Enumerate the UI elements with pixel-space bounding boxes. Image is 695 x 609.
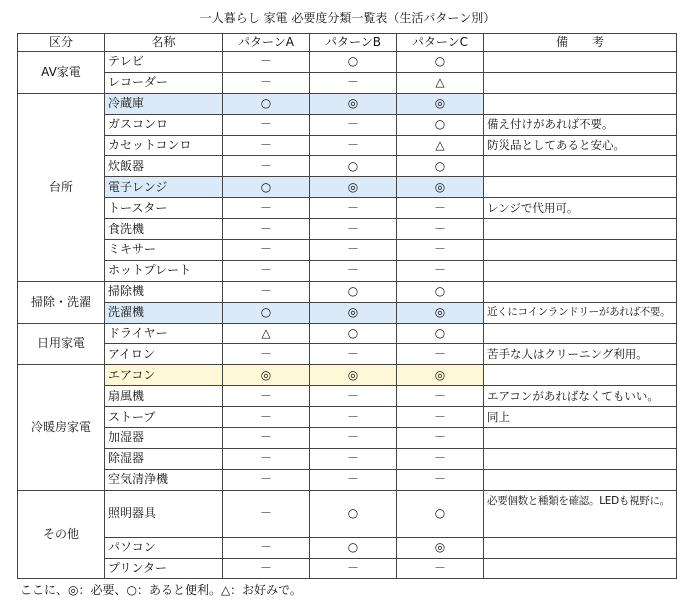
pattern-a-mark: － xyxy=(223,407,310,428)
table-row xyxy=(18,490,677,537)
category-cell: 掃除・洗濯 xyxy=(18,281,105,323)
header-pattern-c: パターンC xyxy=(397,34,484,52)
pattern-c-mark: － xyxy=(397,260,484,281)
appliance-name: ドライヤー xyxy=(105,323,223,344)
pattern-c-mark: ◎ xyxy=(397,365,484,386)
table-row xyxy=(18,114,677,135)
header-pattern-a: パターンA xyxy=(223,34,310,52)
pattern-c-mark: － xyxy=(397,428,484,449)
pattern-a-mark: － xyxy=(223,240,310,261)
category-cell: AV家電 xyxy=(18,52,105,94)
legend-footer: ここに、◎：必要、○：あると便利。△：お好みで。 xyxy=(20,583,302,597)
table-row xyxy=(18,219,677,240)
note-cell xyxy=(484,469,677,490)
pattern-c-mark: ◎ xyxy=(397,302,484,323)
appliance-table xyxy=(17,33,677,579)
table-row xyxy=(18,469,677,490)
table-row xyxy=(18,198,677,219)
pattern-a-mark: － xyxy=(223,537,310,558)
pattern-a-mark: － xyxy=(223,260,310,281)
pattern-c-mark: ○ xyxy=(397,490,484,537)
appliance-name: 扇風機 xyxy=(105,386,223,407)
appliance-name: テレビ xyxy=(105,52,223,73)
pattern-b-mark: － xyxy=(310,135,397,156)
pattern-a-mark: － xyxy=(223,386,310,407)
pattern-a-mark: ○ xyxy=(223,93,310,114)
pattern-b-mark: － xyxy=(310,260,397,281)
pattern-a-mark: － xyxy=(223,448,310,469)
table-row xyxy=(18,156,677,177)
pattern-c-mark: ○ xyxy=(397,156,484,177)
pattern-a-mark: － xyxy=(223,52,310,73)
table-row xyxy=(18,260,677,281)
pattern-a-mark: － xyxy=(223,281,310,302)
pattern-b-mark: ○ xyxy=(310,537,397,558)
note-cell xyxy=(484,365,677,386)
appliance-name: ミキサー xyxy=(105,240,223,261)
pattern-b-mark: － xyxy=(310,114,397,135)
note-cell: 同上 xyxy=(484,407,677,428)
pattern-a-mark: － xyxy=(223,428,310,449)
pattern-a-mark: ○ xyxy=(223,302,310,323)
pattern-b-mark: － xyxy=(310,407,397,428)
note-cell xyxy=(484,558,677,579)
table-row xyxy=(18,72,677,93)
note-cell: 必要個数と種類を確認。LEDも視野に。 xyxy=(484,490,677,537)
appliance-name: アイロン xyxy=(105,344,223,365)
note-cell: 備え付けがあれば不要。 xyxy=(484,114,677,135)
table-row xyxy=(18,448,677,469)
pattern-b-mark: － xyxy=(310,344,397,365)
note-cell: 苦手な人はクリーニング利用。 xyxy=(484,344,677,365)
table-row xyxy=(18,365,677,386)
category-cell: 冷暖房家電 xyxy=(18,365,105,490)
note-cell xyxy=(484,52,677,73)
appliance-name: カセットコンロ xyxy=(105,135,223,156)
pattern-b-mark: ○ xyxy=(310,281,397,302)
pattern-c-mark: － xyxy=(397,219,484,240)
pattern-a-mark: △ xyxy=(223,323,310,344)
pattern-c-mark: ○ xyxy=(397,281,484,302)
pattern-c-mark: ◎ xyxy=(397,537,484,558)
appliance-name: 除湿器 xyxy=(105,448,223,469)
pattern-b-mark: ◎ xyxy=(310,302,397,323)
note-cell xyxy=(484,240,677,261)
category-cell: 日用家電 xyxy=(18,323,105,365)
pattern-b-mark: － xyxy=(310,386,397,407)
pattern-b-mark: － xyxy=(310,240,397,261)
table-row xyxy=(18,281,677,302)
pattern-c-mark: △ xyxy=(397,72,484,93)
table-row xyxy=(18,407,677,428)
appliance-name: 加湿器 xyxy=(105,428,223,449)
pattern-b-mark: ◎ xyxy=(310,365,397,386)
pattern-c-mark: － xyxy=(397,386,484,407)
pattern-c-mark: △ xyxy=(397,135,484,156)
pattern-a-mark: － xyxy=(223,344,310,365)
note-cell: エアコンがあればなくてもいい。 xyxy=(484,386,677,407)
header-name: 名称 xyxy=(105,34,223,52)
header-row xyxy=(18,34,677,52)
pattern-b-mark: ○ xyxy=(310,490,397,537)
appliance-name: ストーブ xyxy=(105,407,223,428)
appliance-name: プリンター xyxy=(105,558,223,579)
pattern-c-mark: － xyxy=(397,240,484,261)
pattern-a-mark: － xyxy=(223,469,310,490)
table-row xyxy=(18,323,677,344)
appliance-name: 空気清浄機 xyxy=(105,469,223,490)
pattern-a-mark: － xyxy=(223,135,310,156)
pattern-a-mark: － xyxy=(223,219,310,240)
pattern-b-mark: － xyxy=(310,448,397,469)
table-row xyxy=(18,240,677,261)
table-row xyxy=(18,537,677,558)
note-cell xyxy=(484,93,677,114)
note-cell xyxy=(484,281,677,302)
table-row xyxy=(18,52,677,73)
table-row xyxy=(18,93,677,114)
header-pattern-b: パターンB xyxy=(310,34,397,52)
pattern-a-mark: － xyxy=(223,156,310,177)
note-cell: 近くにコインランドリーがあれば不要。 xyxy=(484,302,677,323)
pattern-b-mark: － xyxy=(310,558,397,579)
table-row xyxy=(18,302,677,323)
appliance-name: トースター xyxy=(105,198,223,219)
pattern-a-mark: － xyxy=(223,72,310,93)
pattern-b-mark: ◎ xyxy=(310,177,397,198)
pattern-c-mark: ○ xyxy=(397,323,484,344)
pattern-c-mark: － xyxy=(397,198,484,219)
note-cell: レンジで代用可。 xyxy=(484,198,677,219)
pattern-a-mark: ○ xyxy=(223,177,310,198)
note-cell xyxy=(484,260,677,281)
note-cell xyxy=(484,156,677,177)
table-row xyxy=(18,344,677,365)
appliance-name: 炊飯器 xyxy=(105,156,223,177)
pattern-c-mark: ◎ xyxy=(397,93,484,114)
table-row xyxy=(18,135,677,156)
note-cell xyxy=(484,219,677,240)
pattern-b-mark: － xyxy=(310,219,397,240)
appliance-name: ガスコンロ xyxy=(105,114,223,135)
note-cell xyxy=(484,428,677,449)
pattern-c-mark: － xyxy=(397,344,484,365)
note-cell xyxy=(484,323,677,344)
category-cell: その他 xyxy=(18,490,105,579)
appliance-name: パソコン xyxy=(105,537,223,558)
table-row xyxy=(18,386,677,407)
appliance-name: レコーダー xyxy=(105,72,223,93)
appliance-name: 冷蔵庫 xyxy=(105,93,223,114)
pattern-b-mark: － xyxy=(310,198,397,219)
pattern-c-mark: － xyxy=(397,469,484,490)
note-cell xyxy=(484,448,677,469)
table-row xyxy=(18,428,677,449)
table-row xyxy=(18,558,677,579)
pattern-b-mark: ○ xyxy=(310,52,397,73)
table-row xyxy=(18,177,677,198)
pattern-b-mark: － xyxy=(310,428,397,449)
pattern-a-mark: － xyxy=(223,490,310,537)
pattern-a-mark: － xyxy=(223,198,310,219)
pattern-a-mark: － xyxy=(223,114,310,135)
note-cell: 防災品としてあると安心。 xyxy=(484,135,677,156)
appliance-name: 掃除機 xyxy=(105,281,223,302)
pattern-b-mark: ○ xyxy=(310,323,397,344)
note-cell xyxy=(484,537,677,558)
pattern-c-mark: ○ xyxy=(397,114,484,135)
appliance-name: 洗濯機 xyxy=(105,302,223,323)
pattern-a-mark: ◎ xyxy=(223,365,310,386)
appliance-name: 照明器具 xyxy=(105,490,223,537)
appliance-name: 食洗機 xyxy=(105,219,223,240)
appliance-name: 電子レンジ xyxy=(105,177,223,198)
pattern-b-mark: ◎ xyxy=(310,93,397,114)
header-category: 区分 xyxy=(18,34,105,52)
appliance-name: エアコン xyxy=(105,365,223,386)
note-cell xyxy=(484,72,677,93)
note-cell xyxy=(484,177,677,198)
pattern-c-mark: － xyxy=(397,448,484,469)
appliance-name: ホットプレート xyxy=(105,260,223,281)
pattern-b-mark: － xyxy=(310,72,397,93)
pattern-c-mark: ○ xyxy=(397,52,484,73)
pattern-b-mark: － xyxy=(310,469,397,490)
pattern-b-mark: ○ xyxy=(310,156,397,177)
header-notes: 備 考 xyxy=(484,34,677,52)
page-title: 一人暮らし 家電 必要度分類一覧表（生活パターン別） xyxy=(199,11,496,25)
pattern-c-mark: － xyxy=(397,558,484,579)
category-cell: 台所 xyxy=(18,93,105,281)
pattern-c-mark: ◎ xyxy=(397,177,484,198)
pattern-c-mark: － xyxy=(397,407,484,428)
pattern-a-mark: － xyxy=(223,558,310,579)
